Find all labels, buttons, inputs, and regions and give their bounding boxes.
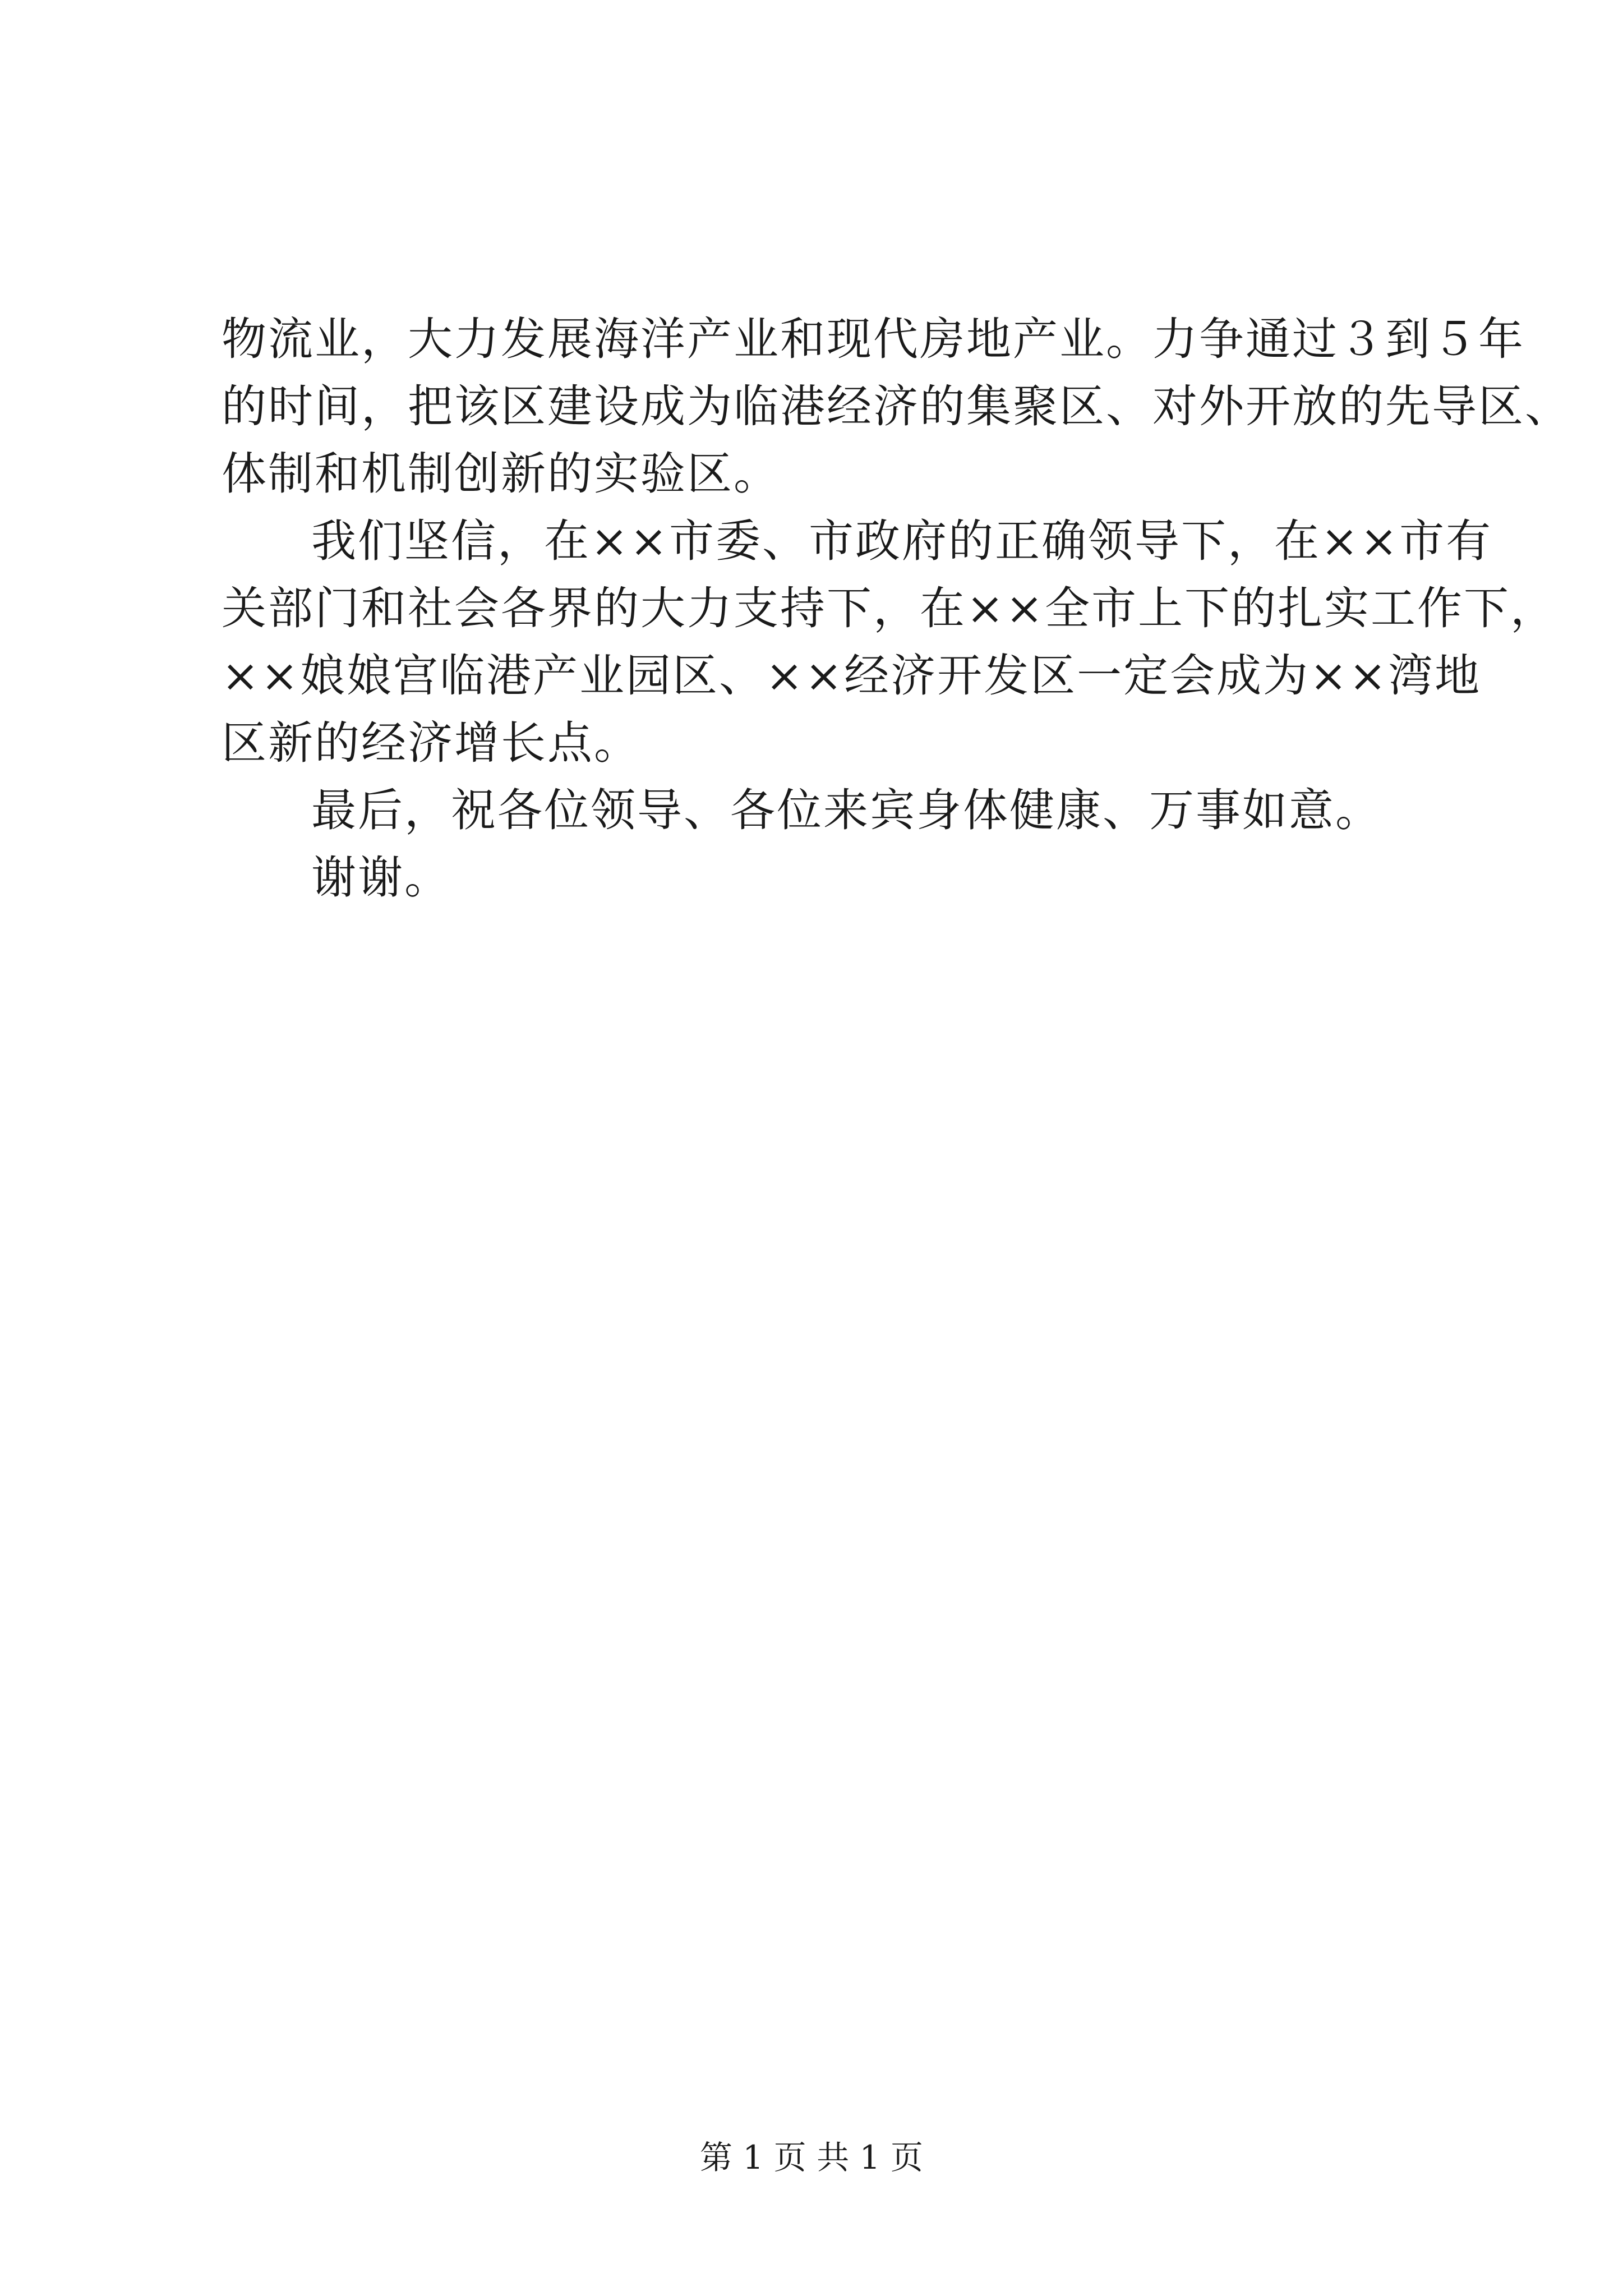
paragraph-2-line-2: 关部门和社会各界的大力支持下，在××全市上下的扎实工作下， [222,582,1557,634]
paragraph-3-line-1: 最后，祝各位领导、各位来宾身体健康、万事如意。 [311,784,1382,836]
document-body [222,306,1571,912]
paragraph-1-line-3: 体制和机制创新的实验区。 [222,448,780,500]
paragraph-1-line-2: 的时间，把该区建设成为临港经济的集聚区、对外开放的先导区、 [222,380,1571,432]
paragraph-2-line-1: 我们坚信，在××市委、市政府的正确领导下，在××市有 [311,515,1493,567]
paragraph-1-line-1: 物流业，大力发展海洋产业和现代房地产业。力争通过３到５年 [222,313,1525,365]
page-footer: 第 1 页 共 1 页 [700,2138,923,2177]
paragraph-4-line-1: 谢谢。 [311,852,451,904]
paragraph-2-line-3: ××娘娘宫临港产业园区、××经济开发区一定会成为××湾地 [222,650,1482,702]
paragraph-2-line-4: 区新的经济增长点。 [222,717,640,769]
